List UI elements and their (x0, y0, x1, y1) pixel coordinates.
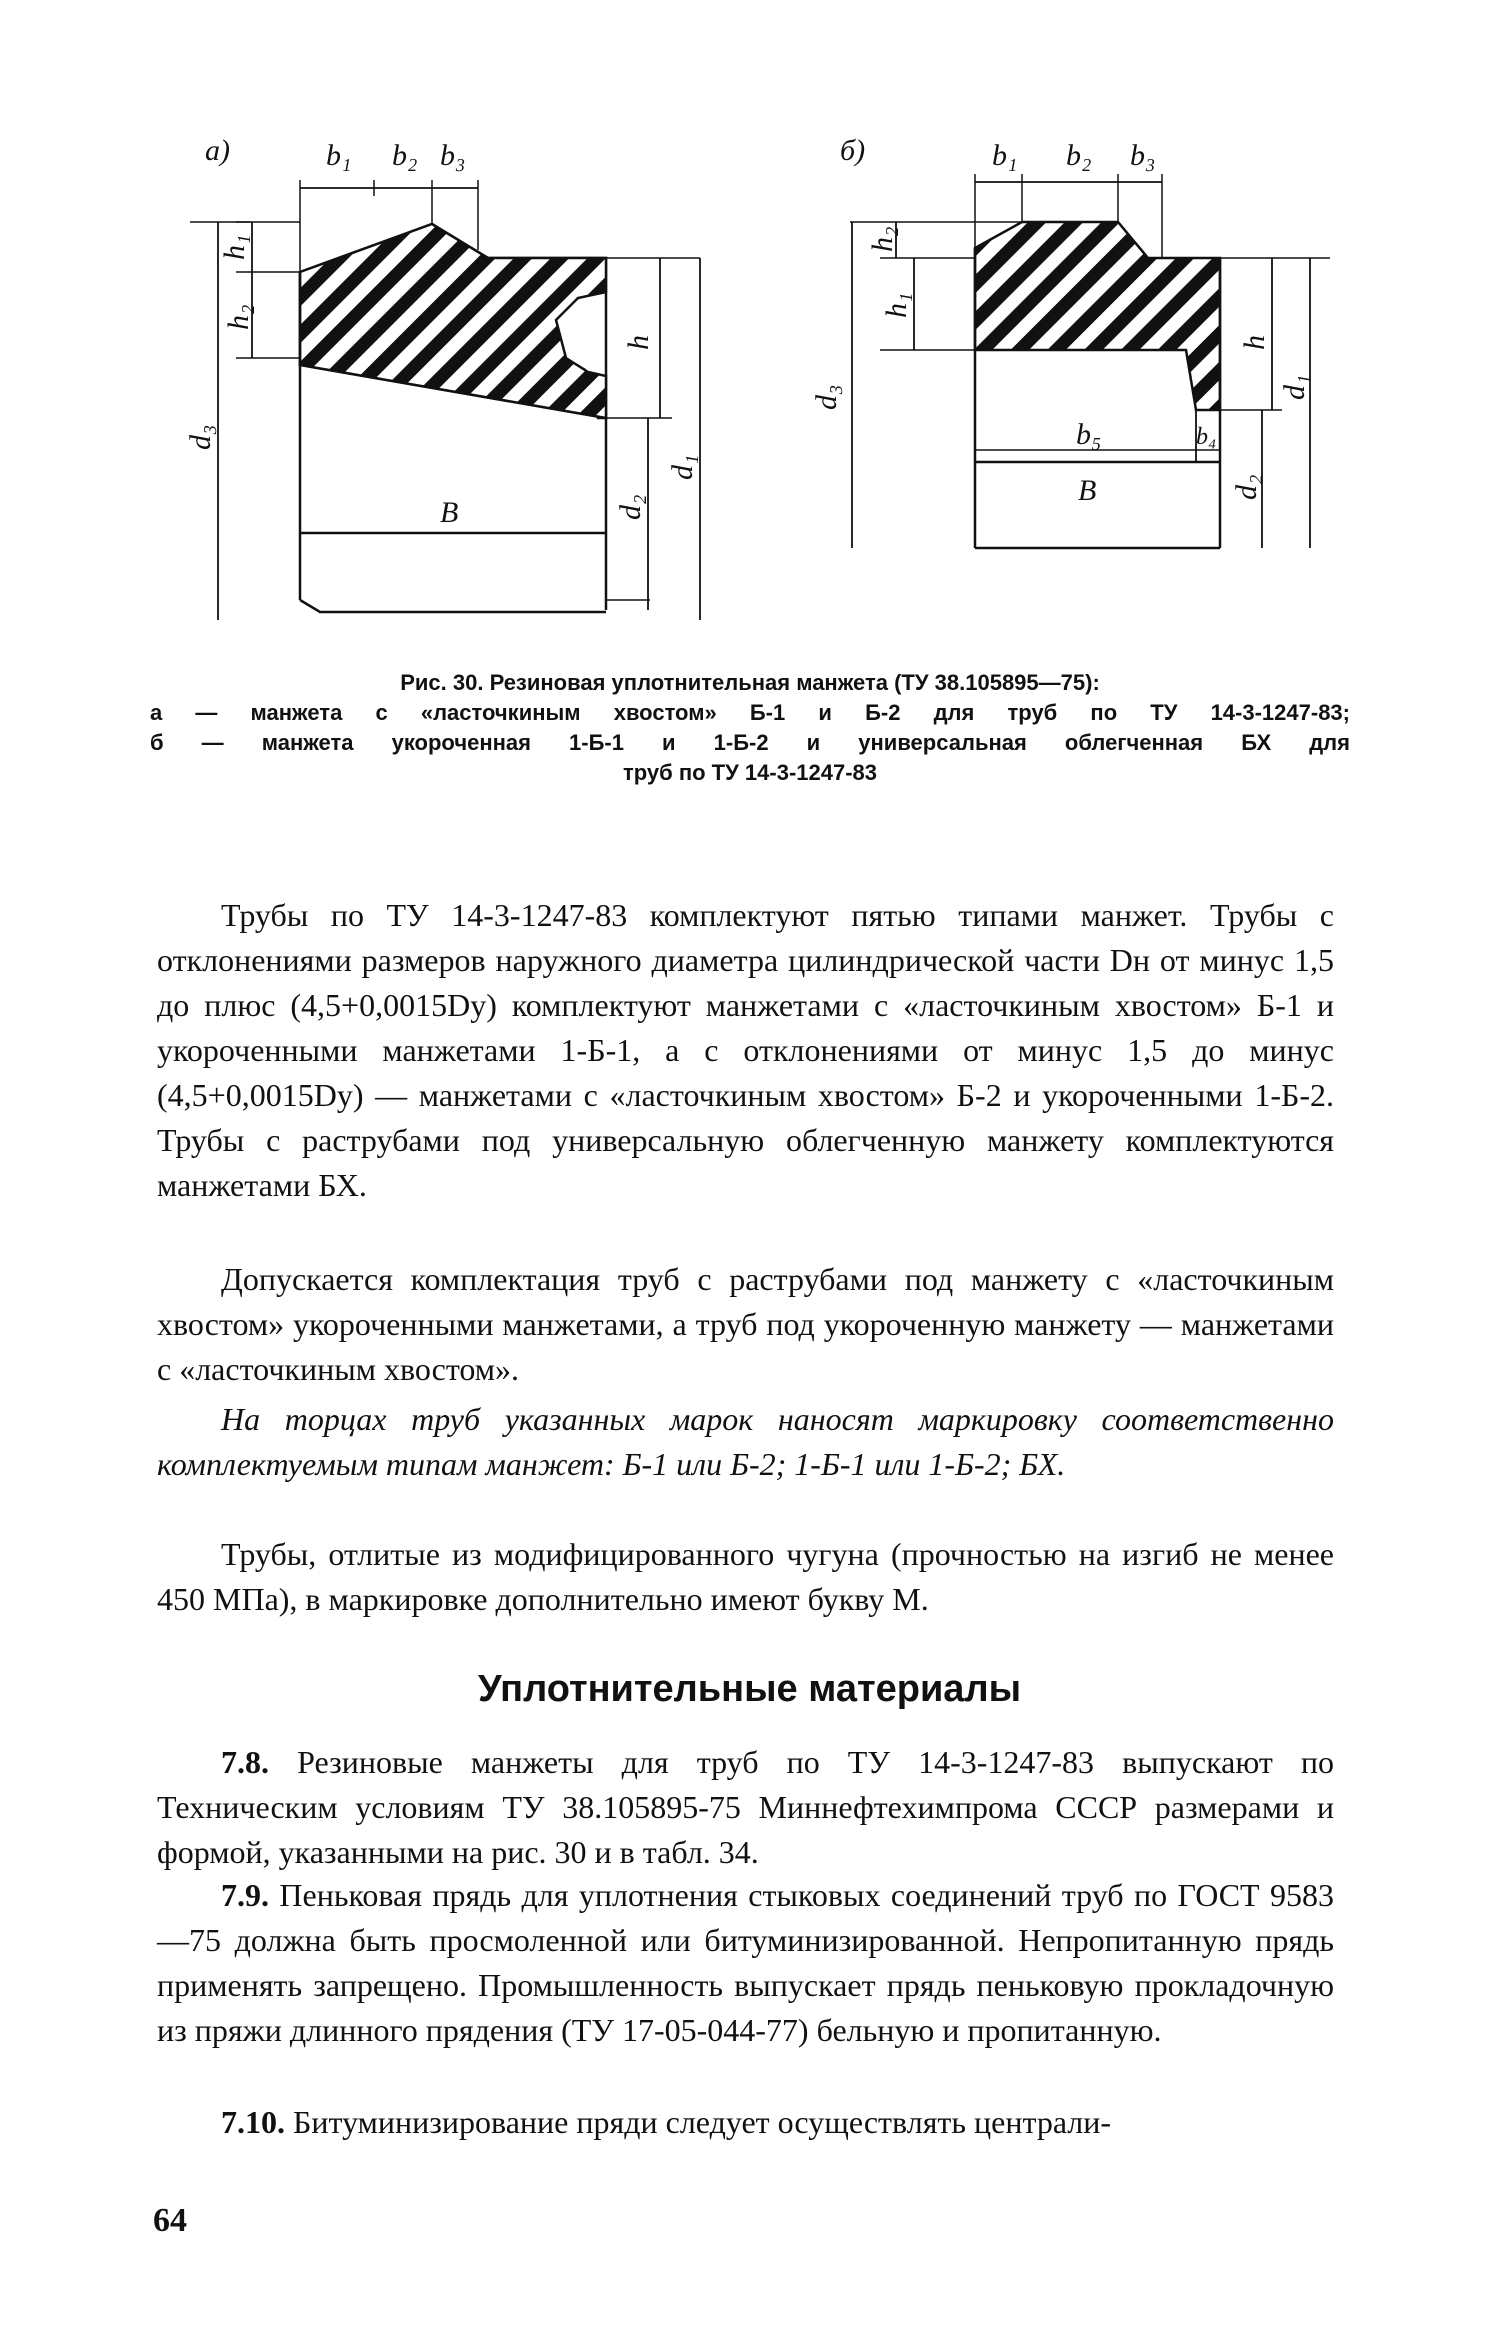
cuff-b-profile (975, 222, 1220, 410)
section-7-10-number: 7.10. (221, 2104, 285, 2140)
figure-caption (150, 668, 1350, 788)
label-b-h2: h₂ (866, 226, 899, 252)
label-b-b2: b₂ (1066, 139, 1092, 172)
label-a-d2: d₂ (614, 494, 647, 520)
section-7-8-number: 7.8. (221, 1744, 269, 1780)
paragraph-4-text: Трубы, отлитые из модифицированного чугуна (прочностью на изгиб не менее 450 МПа), в маркировке дополнительно имеют букву М. (157, 1536, 1334, 1617)
paragraph-2 (157, 1257, 1334, 1392)
label-b-b3: b₃ (1130, 139, 1156, 172)
caption-title: Рис. 30. Резиновая уплотнительная манжета (ТУ 38.105895—75): (400, 670, 1100, 695)
section-7-10 (157, 2100, 1334, 2145)
section-7-10-text: Битуминизирование пряди следует осуществлять централи- (293, 2104, 1112, 2140)
label-a-d3: d₃ (184, 424, 217, 450)
page-number: 64 (153, 2202, 187, 2239)
panel-a (190, 180, 700, 620)
section-7-8 (157, 1740, 1334, 1875)
label-b-d3: d₃ (810, 384, 843, 410)
label-a-h2: h₂ (222, 304, 255, 330)
label-b-b5: b₅ (1076, 418, 1102, 451)
label-b-d2: d₂ (1230, 474, 1263, 500)
label-b-d1: d₁ (1278, 374, 1311, 400)
caption-line-c: труб по ТУ 14-3-1247-83 (622, 760, 878, 785)
label-a-b1: b₁ (326, 139, 352, 172)
panel-a-label: а) (205, 134, 230, 167)
label-a-b2: b₂ (392, 139, 418, 172)
section-7-8-text: Резиновые манжеты для труб по ТУ 14-3-1247-83 выпускают по Техническим условиям ТУ 38.105895-75 Миннефтехимпрома СССР размерами и формой, указанными на рис. 30 и в табл. 34. (157, 1744, 1335, 1870)
paragraph-3-text: На торцах труб указанных марок наносят маркировку соответственно комплектуемым типам манжет: Б-1 или Б-2; 1-Б-1 или 1-Б-2; БХ. (157, 1401, 1334, 1482)
paragraph-2-text: Допускается комплектация труб с раструбами под манжету с «ласточкиным хвостом» укороченными манжетами, а труб под укороченную манжету — манжетами с «ласточкиным хвостом». (157, 1261, 1334, 1387)
label-a-h1: h₁ (218, 234, 251, 260)
section-7-9-number: 7.9. (221, 1877, 269, 1913)
figure-30-cuff-drawings (0, 0, 1499, 660)
label-b-b1: b₁ (992, 139, 1018, 172)
label-b-h1: h₁ (880, 292, 913, 318)
section-heading: Уплотнительные материалы (477, 1668, 1022, 1710)
caption-line-a: а — манжета с «ласточкиным хвостом» Б-1 и Б-2 для труб по ТУ 14-3-1247-83; (150, 700, 1350, 725)
label-b-b4: b₄ (1196, 424, 1217, 450)
label-b-h: h (1238, 335, 1271, 350)
section-7-9 (157, 1873, 1334, 2053)
panel-b-label: б) (840, 134, 866, 167)
label-a-B: B (440, 496, 459, 529)
paragraph-1-text: Трубы по ТУ 14-3-1247-83 комплектуют пятью типами манжет. Трубы с отклонениями размеров наружного диаметра цилиндрической части Dн от минус 1,5 до плюс (4,5+0,0015Dу) комплектуют манжетами с «ласточкиным хвостом» Б-1 и укороченными манжетами 1-Б-1, а с отклонениями от минус 1,5 до минус (4,5+0,0015Dу) — манжетами с «ласточкиным хвостом» Б-2 и укороченными 1-Б-2. Трубы с раструбами под универсальную облегченную манжету комплектуются манжетами БХ. (157, 897, 1334, 1203)
label-a-b3: b₃ (440, 139, 466, 172)
paragraph-3 (157, 1397, 1334, 1487)
paragraph-4 (157, 1532, 1334, 1622)
label-b-B: B (1078, 474, 1097, 507)
caption-line-b: б — манжета укороченная 1-Б-1 и 1-Б-2 и универсальная облегченная БХ для (150, 730, 1350, 755)
label-a-d1: d₁ (666, 454, 699, 480)
section-7-9-text: Пеньковая прядь для уплотнения стыковых соединений труб по ГОСТ 9583—75 должна быть просмоленной или битуминизированной. Непропитанную прядь применять запрещено. Промышленность выпускает прядь пеньковую прокладочную из пряжи длинного прядения (ТУ 17-05-044-77) бельную и пропитанную. (157, 1877, 1334, 2048)
paragraph-1 (157, 893, 1334, 1208)
label-a-h: h (622, 335, 655, 350)
